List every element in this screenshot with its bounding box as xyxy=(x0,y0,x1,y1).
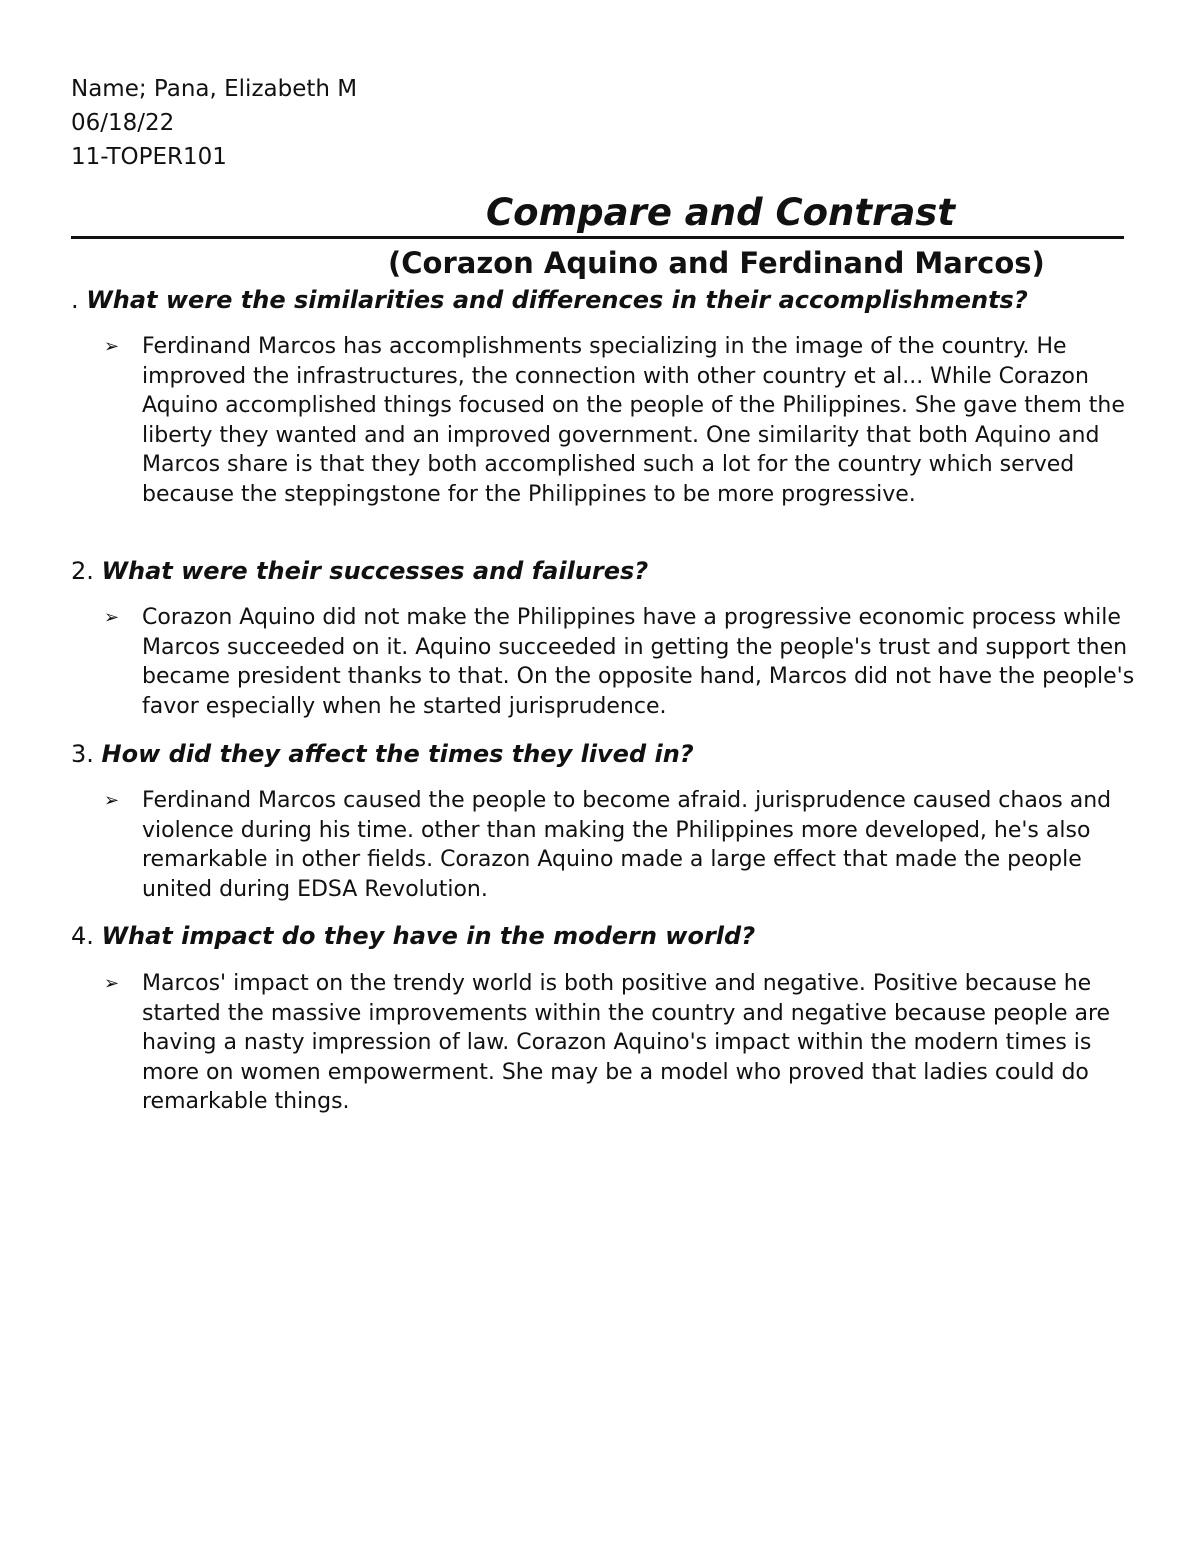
question-number: . xyxy=(71,286,79,314)
arrow-bullet-icon: ➢ xyxy=(104,973,120,994)
answer-paragraph-1 xyxy=(104,332,1144,510)
question-number: 4. xyxy=(71,922,94,950)
answer-text: Corazon Aquino did not make the Philippines have a progressive economic process while Marcos succeeded on it. Aquino succeeded in getting the people's trust and support then became president thanks to that. On the opposite hand, Marcos did not have the people's favor especially when he started jurisprudence. xyxy=(142,605,1135,719)
student-header xyxy=(71,72,357,174)
answer-paragraph-2 xyxy=(104,603,1144,721)
document-title: Compare and Contrast xyxy=(486,191,956,234)
question-text: What were their successes and failures? xyxy=(101,557,649,585)
answer-paragraph-3 xyxy=(104,786,1144,904)
question-text: What impact do they have in the modern world? xyxy=(101,922,756,950)
document-subtitle: (Corazon Aquino and Ferdinand Marcos) xyxy=(388,246,1045,280)
arrow-bullet-icon: ➢ xyxy=(104,790,120,811)
question-heading-1 xyxy=(71,284,1028,316)
question-heading-3 xyxy=(71,738,694,770)
question-heading-2 xyxy=(71,555,648,587)
question-heading-4 xyxy=(71,920,755,952)
arrow-bullet-icon: ➢ xyxy=(104,336,120,357)
title-rule xyxy=(71,190,1124,239)
answer-text: Ferdinand Marcos has accomplishments specializing in the image of the country. He improved the infrastructures, the connection with other country et al... While Corazon Aquino accomplished things focused on the people of the Philippines. She gave them the liberty they wanted and an improved government. One similarity that both Aquino and Marcos share is that they both accomplished such a lot for the country which served because the steppingstone for the Philippines to be more progressive. xyxy=(142,334,1125,507)
class-section: 11-TOPER101 xyxy=(71,144,227,170)
question-text: How did they affect the times they lived in? xyxy=(101,740,694,768)
answer-text: Ferdinand Marcos caused the people to become afraid. jurisprudence caused chaos and violence during his time. other than making the Philippines more developed, he's also remarkable in other fields. Corazon Aquino made a large effect that made the people united during EDSA Revolution. xyxy=(142,788,1112,902)
answer-text: Marcos' impact on the trendy world is both positive and negative. Positive because he started the massive improvements within the country and negative because people are having a nasty impression of law. Corazon Aquino's impact within the modern times is more on women empowerment. She may be a model who proved that ladies could do remarkable things. xyxy=(142,971,1111,1115)
answer-paragraph-4 xyxy=(104,969,1144,1117)
arrow-bullet-icon: ➢ xyxy=(104,607,120,628)
submission-date: 06/18/22 xyxy=(71,110,175,136)
question-number: 3. xyxy=(71,740,94,768)
question-number: 2. xyxy=(71,557,94,585)
question-text: What were the similarities and differences in their accomplishments? xyxy=(86,286,1028,314)
student-name: Name; Pana, Elizabeth M xyxy=(71,76,358,102)
